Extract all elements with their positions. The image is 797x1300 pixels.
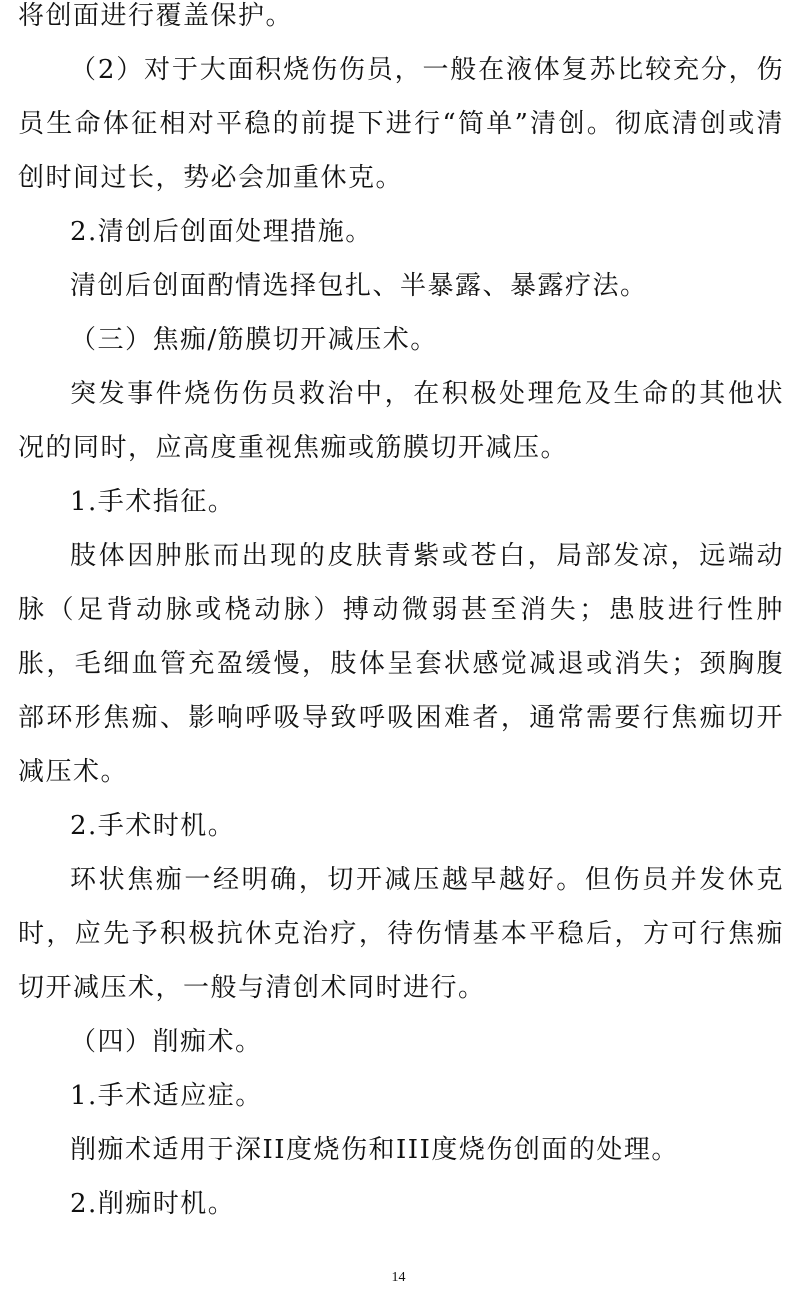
section-heading-tangential-excision: （四）削痂术。 <box>70 1027 263 1057</box>
section-heading-escharotomy: （三）焦痂/筋膜切开减压术。 <box>70 325 438 355</box>
paragraph-continuation: 将创面进行覆盖保护。 <box>18 1 294 31</box>
heading-excision-timing: 2.削痂时机。 <box>70 1189 236 1219</box>
heading-post-debridement-measures: 2.清创后创面处理措施。 <box>70 217 373 247</box>
paragraph-escharotomy-intro: 突发事件烧伤伤员救治中，在积极处理危及生命的其他状况的同时，应高度重视焦痂或筋膜切开减压。 <box>18 379 784 463</box>
body-text <box>18 0 784 1231</box>
page-number: 14 <box>391 1270 406 1285</box>
heading-surgical-timing: 2.手术时机。 <box>70 811 236 841</box>
paragraph-surgical-indications: 肢体因肿胀而出现的皮肤青紫或苍白，局部发凉，远端动脉（足背动脉或桡动脉）搏动微弱甚至消失；患肢进行性肿胀，毛细血管充盈缓慢，肢体呈套状感觉减退或消失；颈胸腹部环形焦痂、影响呼吸导致呼吸困难者，通常需要行焦痂切开减压术。 <box>18 541 784 787</box>
paragraph-surgical-timing: 环状焦痂一经明确，切开减压越早越好。但伤员并发休克时，应先予积极抗休克治疗，待伤情基本平稳后，方可行焦痂切开减压术，一般与清创术同时进行。 <box>18 865 784 1003</box>
paragraph-post-debridement: 清创后创面酌情选择包扎、半暴露、暴露疗法。 <box>70 271 648 301</box>
heading-surgical-indications: 1.手术指征。 <box>70 487 236 517</box>
paragraph-large-area-burns: （2）对于大面积烧伤伤员，一般在液体复苏比较充分，伤员生命体征相对平稳的前提下进行“简单”清创。彻底清创或清创时间过长，势必会加重休克。 <box>18 55 784 193</box>
paragraph-indications: 削痂术适用于深II度烧伤和III度烧伤创面的处理。 <box>70 1135 679 1165</box>
heading-indications: 1.手术适应症。 <box>70 1081 263 1111</box>
